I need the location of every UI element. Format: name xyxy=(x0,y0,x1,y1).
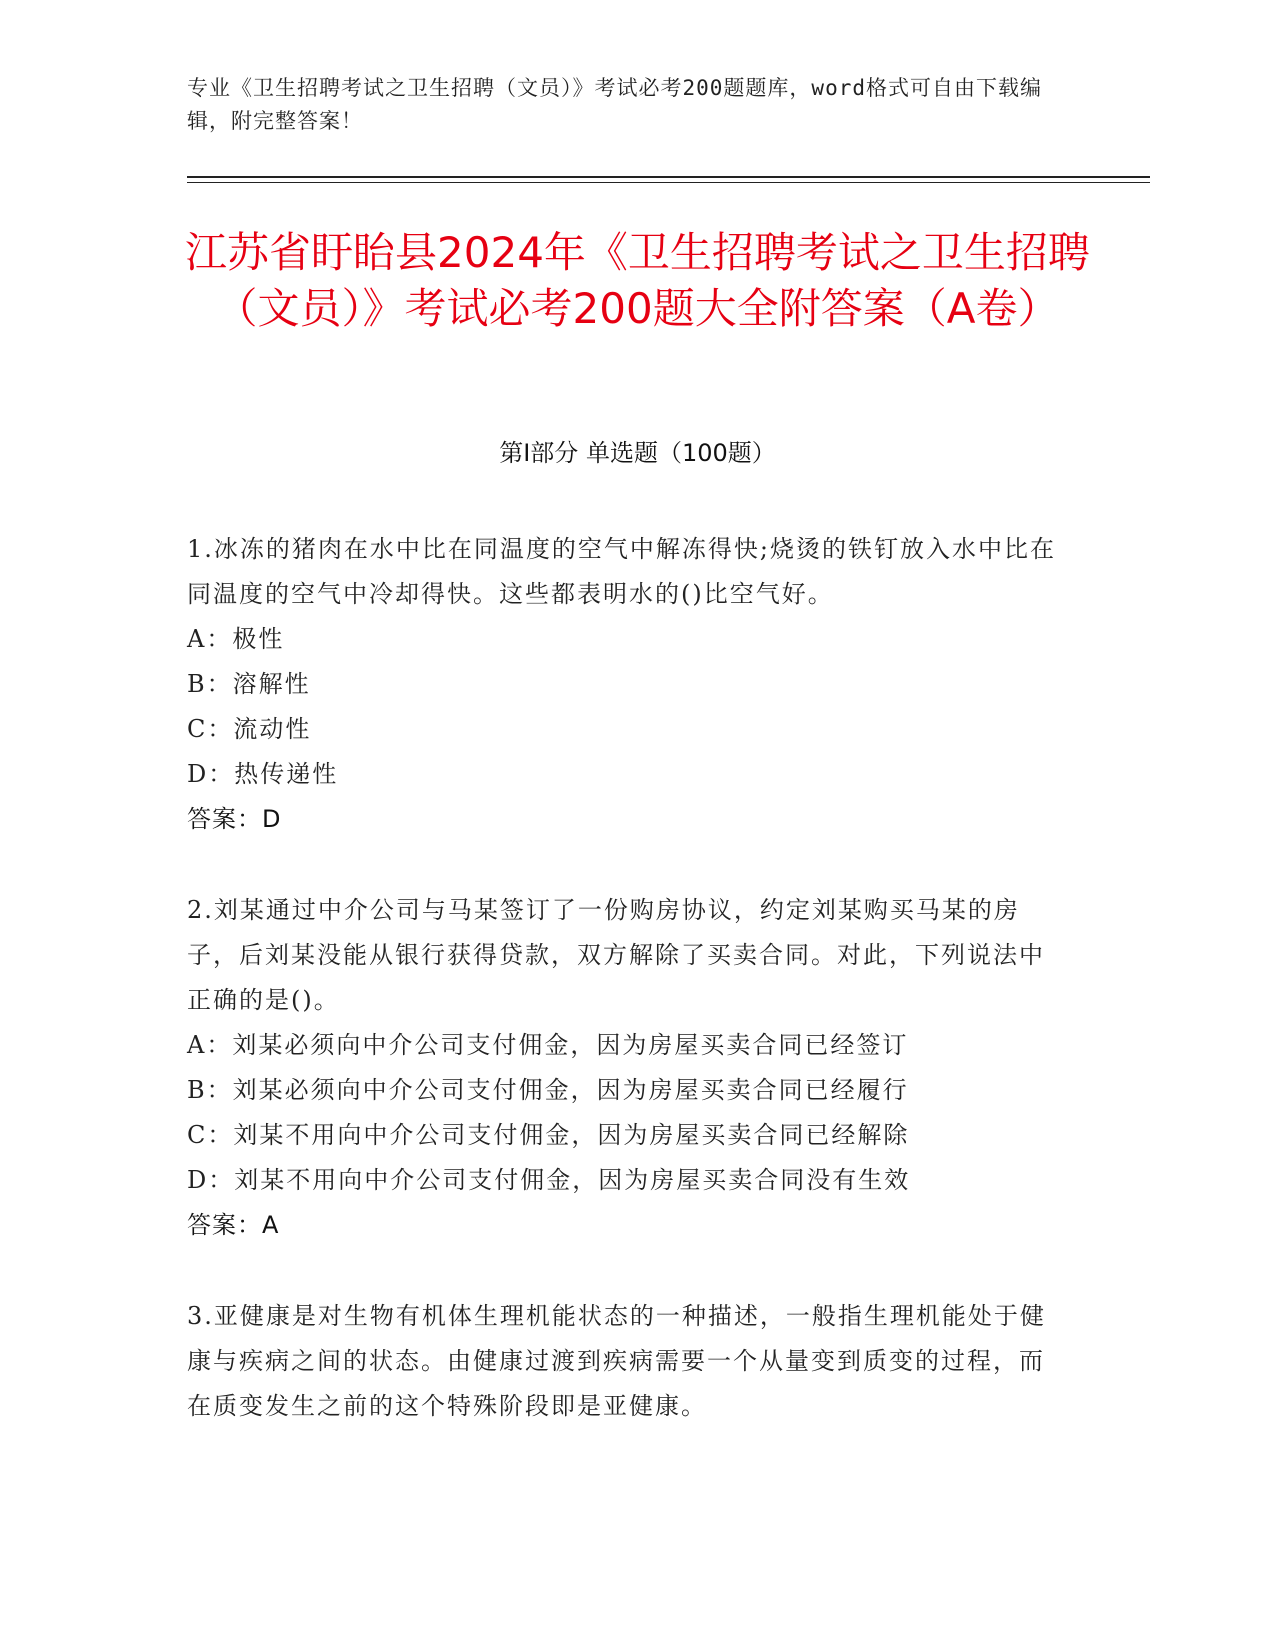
question-stem: 1.冰冻的猪肉在水中比在同温度的空气中解冻得快;烧烫的铁钉放入水中比在同温度的空气中冷却得快。这些都表明水的()比空气好。 xyxy=(187,535,1056,608)
option-c: C：流动性 xyxy=(187,715,312,743)
document-title: 江苏省盱眙县2024年《卫生招聘考试之卫生招聘（文员）》考试必考200题大全附答案（A卷） xyxy=(185,228,1090,333)
question-stem: 2.刘某通过中介公司与马某签订了一份购房协议，约定刘某购买马某的房子，后刘某没能从银行获得贷款，双方解除了买卖合同。对此，下列说法中正确的是()。 xyxy=(187,896,1045,1014)
section-heading: 第I部分 单选题（100题） xyxy=(499,439,776,467)
question-stem: 3.亚健康是对生物有机体生理机能状态的一种描述，一般指生理机能处于健康与疾病之间的状态。由健康过渡到疾病需要一个从量变到质变的过程，而在质变发生之前的这个特殊阶段即是亚健康。 xyxy=(187,1302,1046,1420)
question-2 xyxy=(187,888,1067,1248)
option-b: B：刘某必须向中介公司支付佣金，因为房屋买卖合同已经履行 xyxy=(187,1076,909,1104)
question-1 xyxy=(187,527,1067,842)
answer: 答案：A xyxy=(187,1211,280,1239)
option-d: D：热传递性 xyxy=(187,760,339,788)
header-rule-thick xyxy=(187,176,1150,178)
question-3 xyxy=(187,1294,1067,1429)
option-d: D：刘某不用向中介公司支付佣金，因为房屋买卖合同没有生效 xyxy=(187,1166,911,1194)
header-rule-thin xyxy=(187,182,1150,183)
option-b: B：溶解性 xyxy=(187,670,311,698)
option-a: A：极性 xyxy=(187,625,285,653)
answer: 答案：D xyxy=(187,805,282,833)
option-a: A：刘某必须向中介公司支付佣金，因为房屋买卖合同已经签订 xyxy=(187,1031,909,1059)
intro-text: 专业《卫生招聘考试之卫生招聘（文员）》考试必考200题题库，word格式可自由下载编辑，附完整答案！ xyxy=(187,76,1042,133)
option-c: C：刘某不用向中介公司支付佣金，因为房屋买卖合同已经解除 xyxy=(187,1121,910,1149)
